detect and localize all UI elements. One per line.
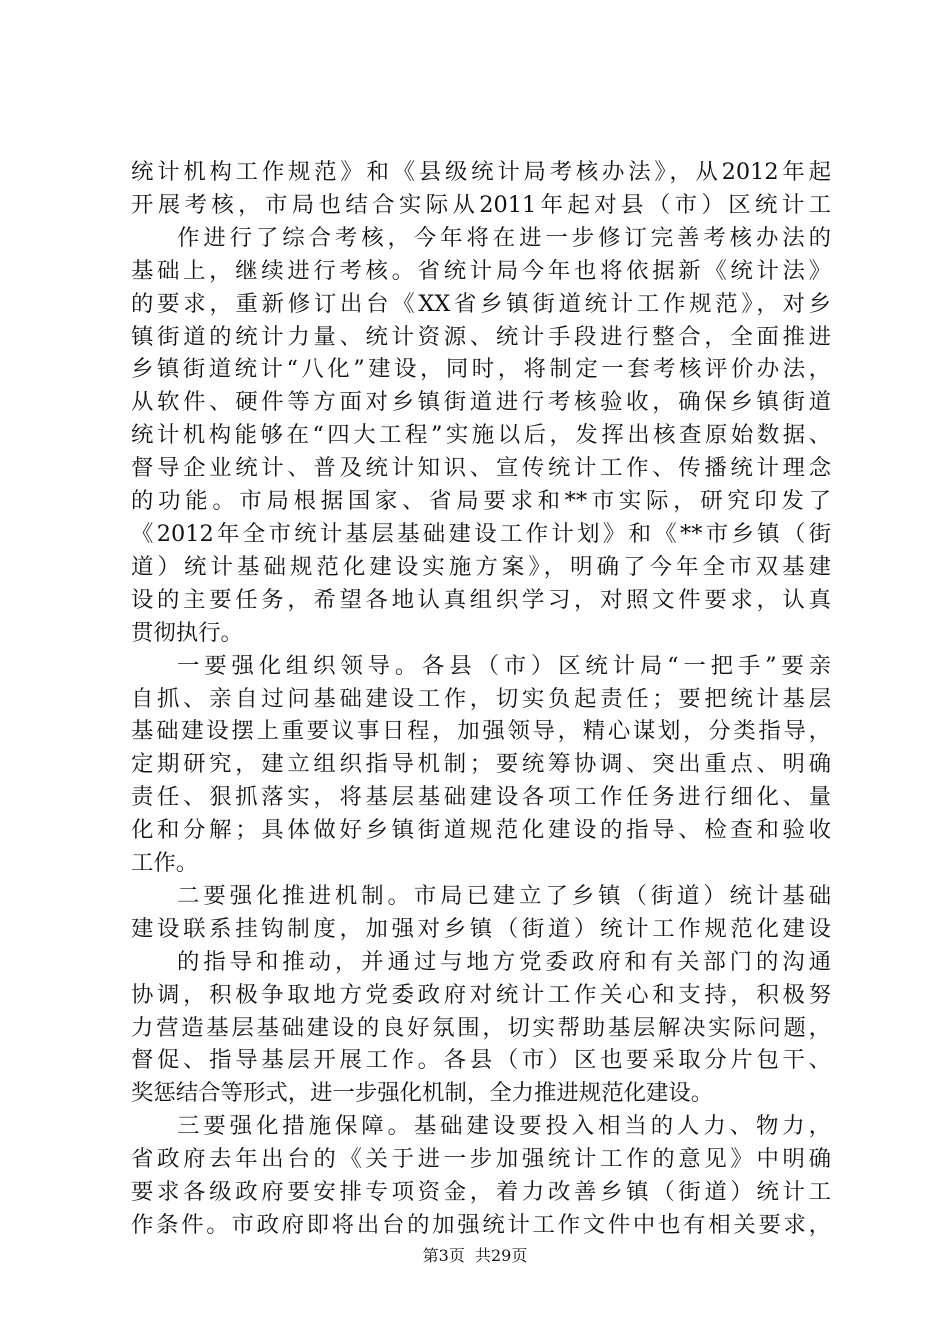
text-line: 责任、狠抓落实，将基层基础建设各项工作任务进行细化、量 bbox=[131, 784, 831, 811]
text-line: 道）统计基础规范化建设实施方案》，明确了今年全市双基建 bbox=[131, 553, 831, 580]
text-line: 督导企业统计、普及统计知识、宣传统计工作、传播统计理念 bbox=[131, 455, 831, 482]
text-line: 要求各级政府要安排专项资金，着力改善乡镇（街道）统计工 bbox=[131, 1179, 831, 1206]
text-line: 统计机构能够在“四大工程”实施以后，发挥出核查原始数据、 bbox=[131, 422, 831, 449]
text-line: 的功能。市局根据国家、省局要求和**市实际，研究印发了 bbox=[131, 488, 831, 515]
text-line: 工作。 bbox=[131, 850, 199, 877]
text-line: 二要强化推进机制。市局已建立了乡镇（街道）统计基础 bbox=[177, 882, 831, 909]
text-line: 三要强化措施保障。基础建设要投入相当的人力、物力， bbox=[177, 1113, 831, 1140]
text-line: 基础建设摆上重要议事日程，加强领导，精心谋划，分类指导， bbox=[131, 718, 831, 745]
text-line: 统计机构工作规范》和《县级统计局考核办法》，从2012年起 bbox=[131, 159, 831, 185]
document-body bbox=[131, 156, 831, 1242]
text-line: 自抓、亲自过问基础建设工作，切实负起责任；要把统计基层 bbox=[131, 685, 831, 712]
text-line: 基础上，继续进行考核。省统计局今年也将依据新《统计法》 bbox=[131, 257, 831, 284]
text-line: 督促、指导基层开展工作。各县（市）区也要采取分片包干、 bbox=[131, 1047, 831, 1074]
text-line: 化和分解；具体做好乡镇街道规范化建设的指导、检查和验收 bbox=[131, 817, 831, 844]
text-line: 《2012年全市统计基层基础建设工作计划》和《**市乡镇（街 bbox=[131, 520, 831, 547]
text-line: 协调，积极争取地方党委政府对统计工作关心和支持，积极努 bbox=[131, 981, 831, 1008]
text-line: 贯彻执行。 bbox=[131, 619, 243, 646]
text-line: 作进行了综合考核，今年将在进一步修订完善考核办法的 bbox=[177, 224, 831, 251]
text-line: 设的主要任务，希望各地认真组织学习，对照文件要求，认真 bbox=[131, 586, 831, 613]
page-footer: 第3页 共29页 bbox=[422, 1246, 528, 1265]
text-line: 奖惩结合等形式，进一步强化机制，全力推进规范化建设。 bbox=[131, 1080, 714, 1107]
text-line: 开展考核，市局也结合实际从2011年起对县（市）区统计工 bbox=[131, 191, 831, 218]
text-line: 力营造基层基础建设的良好氛围，切实帮助基层解决实际问题， bbox=[131, 1014, 831, 1041]
text-line: 省政府去年出台的《关于进一步加强统计工作的意见》中明确 bbox=[131, 1146, 831, 1173]
text-line: 的指导和推动，并通过与地方党委政府和有关部门的沟通 bbox=[177, 948, 831, 975]
text-line: 定期研究，建立组织指导机制；要统筹协调、突出重点、明确 bbox=[131, 751, 831, 778]
text-line: 乡镇街道统计“八化”建设，同时，将制定一套考核评价办法， bbox=[131, 356, 831, 383]
text-line: 建设联系挂钩制度，加强对乡镇（街道）统计工作规范化建设 bbox=[131, 915, 831, 942]
text-line: 作条件。市政府即将出台的加强统计工作文件中也有相关要求， bbox=[131, 1212, 831, 1238]
text-line: 镇街道的统计力量、统计资源、统计手段进行整合，全面推进 bbox=[131, 323, 831, 350]
text-line: 的要求，重新修订出台《XX省乡镇街道统计工作规范》，对乡 bbox=[131, 290, 831, 317]
text-line: 一要强化组织领导。各县（市）区统计局“一把手”要亲 bbox=[177, 652, 831, 679]
text-line: 从软件、硬件等方面对乡镇街道进行考核验收，确保乡镇街道 bbox=[131, 389, 831, 416]
